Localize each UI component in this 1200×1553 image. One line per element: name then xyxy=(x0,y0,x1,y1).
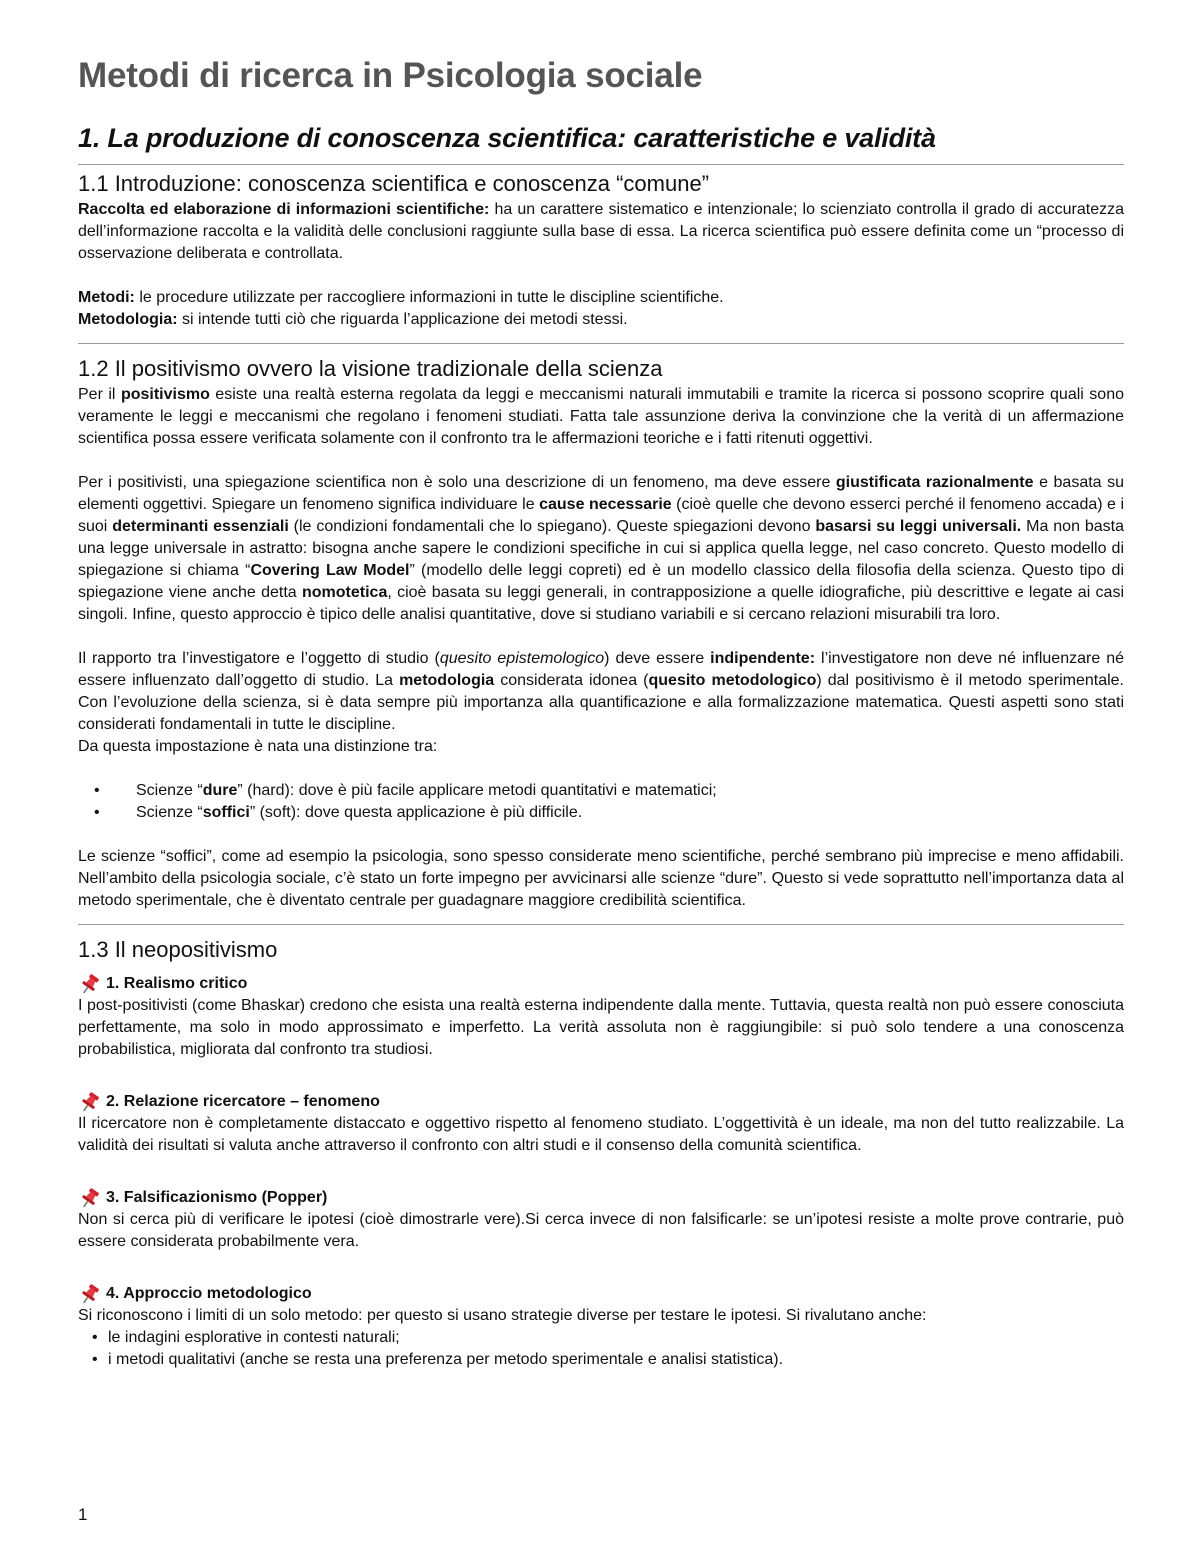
paragraph-approccio: Si riconoscono i limiti di un solo metodo: per questo si usano strategie diverse per testare le ipotesi. Si rivalutano anche: xyxy=(78,1307,927,1324)
text: Il rapporto tra l’investigatore e l’oggetto di studio ( xyxy=(78,650,440,667)
text: (cioè quelle che devono esserci perché il fenomeno accada) e i suoi xyxy=(78,496,1124,535)
list-item xyxy=(78,802,1124,824)
bold-term: metodologia xyxy=(399,672,495,689)
section-heading-1-3: 1.3 Il neopositivismo xyxy=(78,937,278,962)
text: e basata su elementi oggettivi. Spiegare un fenomeno significa individuare le xyxy=(78,474,1125,513)
bullet-list-approccio xyxy=(78,1327,1124,1371)
section-heading-1-1: 1.1 Introduzione: conoscenza scientifica e conoscenza “comune” xyxy=(78,171,710,196)
paragraph-relazione: Il ricercatore non è completamente distaccato e oggettivo rispetto al fenomeno studiato. L’oggettività è un ideale, ma non del tutto realizzabile. La validità dei risultati si valuta anche attraverso il confronto con altri studi e il consenso della comunità scientifica. xyxy=(78,1115,1124,1154)
italic-term: quesito epistemologico xyxy=(439,650,605,667)
text: , cioè basata su leggi generali, in contrapposizione a quelle idiografiche, più descrittive e legate ai casi singoli. Infine, questo approccio è tipico delle analisi quantitative, dove si studiano variabili e si cercano relazioni misurabili tra loro. xyxy=(78,584,1125,623)
text: Scienze “ xyxy=(136,804,203,821)
list-item xyxy=(78,780,1124,802)
bold-term: cause necessarie xyxy=(539,496,672,513)
bullet-icon: • xyxy=(94,782,100,799)
bold-term: soffici xyxy=(202,804,250,821)
definition-text: le procedure utilizzate per raccogliere informazioni in tutte le discipline scientifiche. xyxy=(134,289,724,306)
bold-term: basarsi su leggi universali. xyxy=(815,518,1022,535)
bullet-icon: • xyxy=(94,804,100,821)
paragraph-rapporto xyxy=(78,648,1124,736)
pushpin-icon xyxy=(78,1283,102,1305)
text: i metodi qualitativi (anche se resta una preferenza per metodo sperimentale e analisi statistica). xyxy=(108,1351,784,1368)
bold-term: indipendente: xyxy=(710,650,816,667)
pushpin-icon xyxy=(78,1187,102,1209)
text: le indagini esplorative in contesti naturali; xyxy=(108,1329,400,1346)
text: l’investigatore non deve né influenzare né essere influenzato dall’oggetto di studio. La xyxy=(78,650,1125,689)
subheading-approccio xyxy=(78,1283,1124,1305)
text: esiste una realtà esterna regolata da leggi e meccanismi naturali immutabili e tramite la ricerca si possono scoprire quali sono veramente le leggi e meccanismi che regolano i fenomeni studiati. Fatta tale assunzione deriva la convinzione che la verità di un affermazione scientifica possa essere verificata solamente con il confronto tra le affermazioni teoriche e i fatti ritenuti oggettivi. xyxy=(78,386,1124,447)
subheading-text: 3. Falsificazionismo (Popper) xyxy=(106,1189,328,1206)
paragraph-realismo: I post-positivisti (come Bhaskar) credono che esista una realtà esterna indipendente dalla mente. Tuttavia, questa realtà non può essere conosciuta perfettamente, ma solo in modo approssimato e imperfetto. La verità assoluta non è raggiungibile: si può solo tendere a una conoscenza probabilistica, migliorata dal confronto tra studiosi. xyxy=(78,997,1124,1058)
definition-text: si intende tutti ciò che riguarda l’applicazione dei metodi stessi. xyxy=(177,311,628,328)
text: Ma non basta una legge universale in astratto: bisogna anche sapere le condizioni specifiche in cui si applica quella legge, nel caso concreto. Questo modello di spiegazione si chiama “ xyxy=(78,518,1125,579)
bold-term: Metodologia: xyxy=(78,311,178,328)
document-page xyxy=(78,52,1124,1389)
bullet-icon: • xyxy=(92,1329,98,1346)
subheading-relazione xyxy=(78,1091,1124,1113)
subheading-falsificazionismo xyxy=(78,1187,1124,1209)
paragraph-scienze-soffici: Le scienze “soffici”, come ad esempio la psicologia, sono spesso considerate meno scientifiche, perché sembrano più imprecise e meno affidabili. Nell’ambito della psicologia sociale, c’è stato un forte impegno per avvicinarsi alle scienze “dure”. Questo si vede soprattutto nell’importanza data al metodo sperimentale, che è diventato centrale per guadagnare maggiore credibilità scientifica. xyxy=(78,848,1124,909)
bold-term: nomotetica xyxy=(302,584,388,601)
definition-metodologia xyxy=(78,309,1124,331)
section-heading-1-2: 1.2 Il positivismo ovvero la visione tradizionale della scienza xyxy=(78,356,663,381)
page-number: 1 xyxy=(78,1505,88,1524)
bold-term: Covering Law Model xyxy=(250,562,410,579)
text: ” (soft): dove questa applicazione è più difficile. xyxy=(249,804,583,821)
bold-term: Metodi: xyxy=(78,289,135,306)
text: (le condizioni fondamentali che lo spiegano). Queste spiegazioni devono xyxy=(288,518,816,535)
chapter-heading: 1. La produzione di conoscenza scientifica: caratteristiche e validità xyxy=(78,118,1124,165)
bold-term: Raccolta ed elaborazione di informazioni scientifiche: xyxy=(78,201,490,218)
definition-metodi xyxy=(78,287,1124,309)
bullet-icon: • xyxy=(92,1351,98,1368)
paragraph-spiegazione xyxy=(78,472,1124,626)
pushpin-icon xyxy=(78,1091,102,1113)
text: ” (hard): dove è più facile applicare metodi quantitativi e matematici; xyxy=(237,782,717,799)
text: Scienze “ xyxy=(136,782,203,799)
subheading-realismo xyxy=(78,973,1124,995)
text: Per il xyxy=(78,386,121,403)
bold-term: positivismo xyxy=(120,386,210,403)
document-title: Metodi di ricerca in Psicologia sociale xyxy=(78,56,703,95)
paragraph-raccolta xyxy=(78,199,1124,265)
list-item xyxy=(78,1349,1124,1371)
section-1-1 xyxy=(78,165,1124,344)
bold-term: quesito metodologico xyxy=(648,672,817,689)
bold-term: giustificata razionalmente xyxy=(835,474,1034,491)
bold-term: dure xyxy=(202,782,238,799)
paragraph-positivismo xyxy=(78,384,1124,450)
text: ) deve essere xyxy=(604,650,711,667)
paragraph-text: ha un carattere sistematico e intenzionale; lo scienziato controlla il grado di accuratezza dell’informazione raccolta e la validità delle conclusioni raggiunte sulla base di essa. La ricerca scientifica può essere definita come un “processo di osservazione deliberata e controllata. xyxy=(78,201,1124,262)
section-1-2 xyxy=(78,350,1124,925)
subheading-text: 1. Realismo critico xyxy=(106,975,248,992)
paragraph-falsificazionismo: Non si cerca più di verificare le ipotesi (cioè dimostrarle vere).Si cerca invece di non falsificarle: se un’ipotesi resiste a molte prove contrarie, può essere considerata probabilmente vera. xyxy=(78,1211,1124,1250)
paragraph-distinzione: Da questa impostazione è nata una distinzione tra: xyxy=(78,738,438,755)
subheading-text: 4. Approccio metodologico xyxy=(106,1285,312,1302)
section-1-3 xyxy=(78,931,1124,1383)
text: ” (modello delle leggi copreti) ed è un modello classico della filosofia della scienza. Questo tipo di spiegazione viene anche detta xyxy=(78,562,1124,601)
bullet-list-scienze xyxy=(78,780,1124,824)
text: ) dal positivismo è il metodo sperimentale. Con l’evoluzione della scienza, si è data sempre più importanza alla quantificazione e alla formalizzazione matematica. Questi aspetti sono stati considerati fondamentali in tutte le discipline. xyxy=(78,672,1124,733)
list-item xyxy=(78,1327,1124,1349)
subheading-text: 2. Relazione ricercatore – fenomeno xyxy=(106,1093,380,1110)
bold-term: determinanti essenziali xyxy=(112,518,289,535)
pushpin-icon xyxy=(78,973,102,995)
text: considerata idonea ( xyxy=(494,672,649,689)
text: Per i positivisti, una spiegazione scientifica non è solo una descrizione di un fenomeno, ma deve essere xyxy=(78,474,836,491)
